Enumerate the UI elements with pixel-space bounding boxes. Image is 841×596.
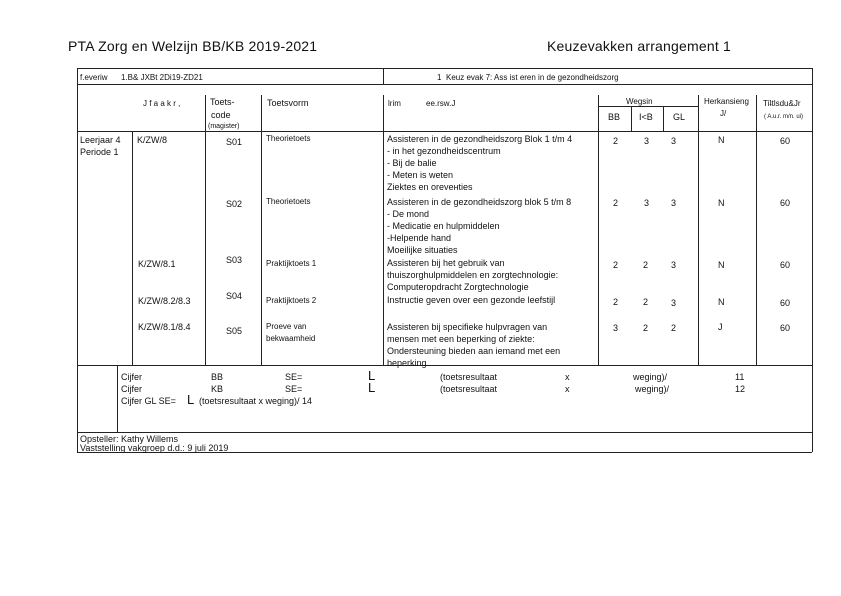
opsteller: Opsteller: Kathy Willems: [80, 434, 179, 444]
row-toetscode: S02: [226, 199, 243, 209]
cijfer-kb-label: Cijfer: [121, 384, 143, 394]
row-tijdsduur: 60: [780, 260, 791, 270]
row-toetscode: S05: [226, 326, 243, 336]
formula-bb-weging: weging)/: [633, 372, 668, 382]
periode-label: Periode 1: [80, 147, 119, 157]
row-weging-gl: 3: [671, 298, 677, 308]
row-toetsvorm: Theorietoets: [266, 197, 311, 206]
row-toetsvorm: Praktijktoets 2: [266, 296, 317, 305]
row-toetsvorm-1: Proeve van: [266, 322, 307, 331]
row-tijdsduur: 60: [780, 323, 791, 333]
row-code: K/ZW/8.1/8.4: [138, 322, 191, 332]
row-tijdsduur: 60: [780, 136, 791, 146]
row-code: K/ZW/8: [137, 135, 168, 145]
row-herkansing: N: [718, 297, 725, 307]
formula-kb-toetsresultaat: (toetsresultaat: [440, 384, 498, 394]
row-description: Assisteren bij het gebruik van thuiszorghulpmiddelen en zorgtechnologie: Computeropdracht Zorgtechnologie: [387, 258, 559, 292]
row-description: Instructie geven over een gezonde leefstijl: [387, 295, 556, 305]
row-weging-gl: 3: [671, 198, 677, 208]
formula-kb-x: x: [565, 384, 570, 394]
row-weging-gl: 2: [671, 323, 677, 333]
formula-bb-toetsresultaat: (toetsresultaat: [440, 372, 498, 382]
header-toetscode-2: code: [211, 110, 231, 120]
header-tijdsduur-sub: ( A.u.r. m/n. ui): [764, 114, 804, 120]
row-herkansing: N: [718, 135, 725, 145]
subject-label: f.everiw: [80, 73, 108, 82]
arrangement-title: Keuzevakken arrangement 1: [547, 38, 731, 54]
row-herkansing: N: [718, 260, 725, 270]
formula-kb-weging: weging)/: [635, 384, 670, 394]
row-toetsvorm-2: bekwaamheid: [266, 334, 316, 343]
row-weging-kb: 2: [643, 297, 649, 307]
formula-bb-se: SE=: [285, 372, 303, 382]
header-weging: Wegsin: [626, 97, 653, 106]
formula-gl-expression: (toetsresultaat x weging)/ 14: [199, 396, 313, 406]
row-toetscode: S03: [226, 255, 243, 265]
row-description: Assisteren in de gezondheidszorg blok 5 t/m 8 - De mond - Medicatie en hulpmiddelen -Helpende hand Moeilijke situaties: [387, 197, 572, 255]
row-toetscode: S04: [226, 291, 243, 301]
cijfer-gl-label: Cijfer GL SE=: [121, 396, 176, 406]
formula-kb-se: SE=: [285, 384, 303, 394]
row-weging-bb: 2: [613, 297, 619, 307]
header-toetsvorm: Toetsvorm: [267, 98, 309, 108]
row-description: Assisteren bij specifieke hulpvragen van mensen met een beperking of ziekte: Ondersteuning bieden aan iemand met een beperking: [387, 322, 561, 368]
header-bb: BB: [608, 112, 621, 122]
header-jaar: J f a a k r ,: [143, 99, 181, 108]
row-herkansing: J: [718, 322, 723, 332]
header-gl: GL: [673, 112, 686, 122]
elective-title: Keuz evak 7: Ass ist eren in de gezondheidszorg: [446, 73, 619, 82]
formula-kb-glyph: L: [368, 380, 376, 395]
row-toetscode: S01: [226, 137, 243, 147]
formula-kb: KB: [211, 384, 224, 394]
formula-bb-x: x: [565, 372, 570, 382]
leerjaar-label: Leerjaar 4: [80, 135, 121, 145]
row-toetsvorm: Theorietoets: [266, 134, 311, 143]
header-toetscode-1: Toets-: [210, 97, 235, 107]
formula-bb-divisor: 11: [735, 372, 745, 382]
row-weging-gl: 3: [671, 136, 677, 146]
row-weging-bb: 3: [613, 323, 619, 333]
row-tijdsduur: 60: [780, 198, 791, 208]
row-weging-kb: 3: [644, 136, 650, 146]
document-title: PTA Zorg en Welzijn BB/KB 2019-2021: [68, 38, 318, 54]
cijfer-bb-label: Cijfer: [121, 372, 143, 382]
vaststelling: Vaststelling vakgroep d.d.: 9 juli 2019: [80, 443, 229, 453]
formula-gl-glyph: L: [187, 392, 195, 407]
row-code: K/ZW/8.1: [138, 259, 176, 269]
formula-bb: BB: [211, 372, 224, 382]
header-kb: I<B: [639, 112, 653, 122]
elective-number: 1: [437, 73, 442, 82]
header-toetscode-3: (magister): [208, 123, 240, 130]
cohort-value: 1.B& JXBt 2Di19-ZD21: [121, 73, 203, 82]
row-weging-kb: 3: [644, 198, 650, 208]
row-tijdsduur: 60: [780, 298, 791, 308]
row-toetsvorm: Praktijktoets 1: [266, 259, 317, 268]
formula-kb-divisor: 12: [735, 384, 746, 394]
header-herkansing: Herkansieng: [704, 97, 749, 106]
row-weging-gl: 3: [671, 260, 677, 270]
row-weging-kb: 2: [643, 323, 649, 333]
row-weging-bb: 2: [613, 198, 619, 208]
formula-bb-glyph: L: [368, 368, 376, 383]
header-ee: ee.rsw.J: [426, 99, 456, 108]
header-tijdsduur: Tiʇtlsdu&Jr: [763, 99, 801, 108]
row-description: Assisteren in de gezondheidszorg Blok 1 t/m 4 - in het gezondheidscentrum - Bij de balie - Meten is weten Ziektes en orevенties: [387, 134, 573, 192]
header-herkansing-sub: J/: [720, 109, 727, 118]
row-code: K/ZW/8.2/8.3: [138, 296, 191, 306]
row-weging-kb: 2: [643, 260, 649, 270]
row-weging-bb: 2: [613, 260, 619, 270]
row-weging-bb: 2: [613, 136, 619, 146]
row-herkansing: N: [718, 198, 725, 208]
header-irim: lrim: [388, 99, 401, 108]
